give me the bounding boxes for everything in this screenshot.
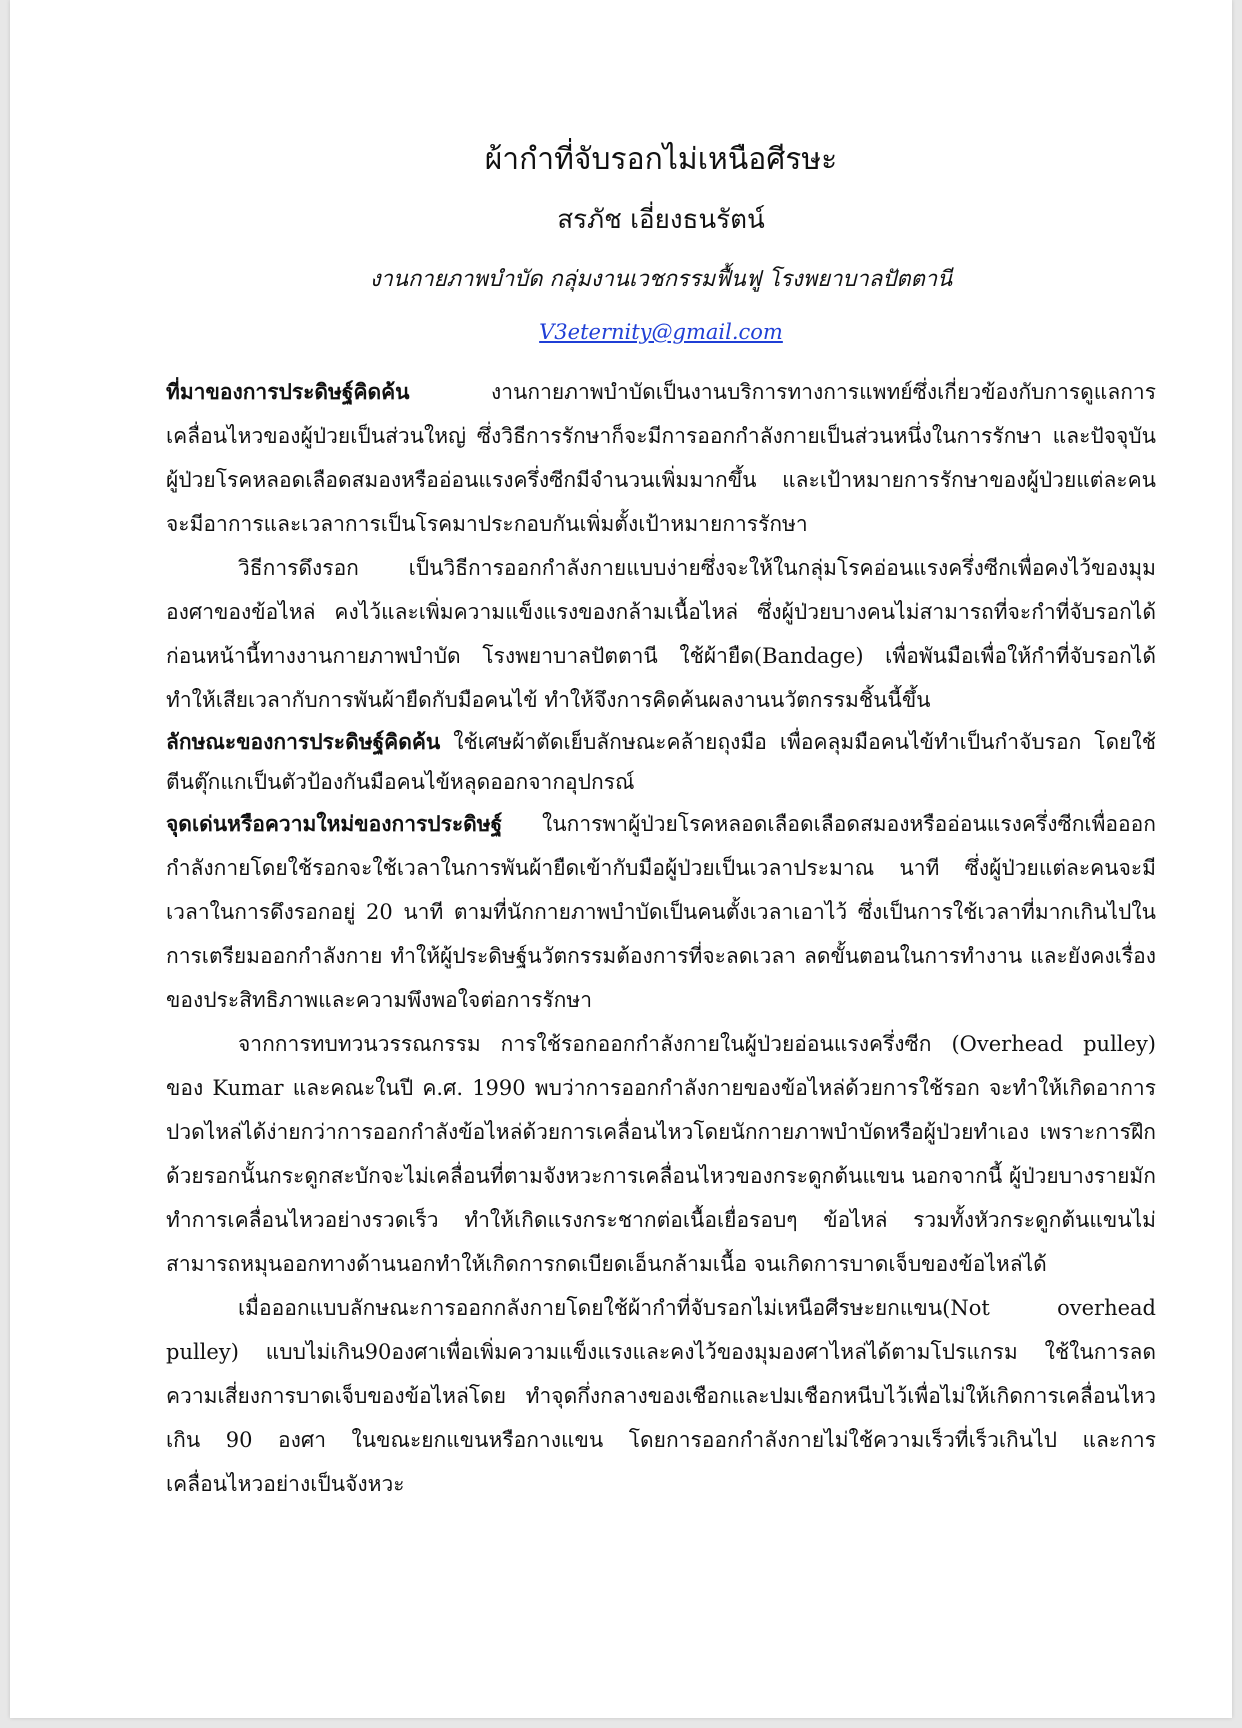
author-name: สรภัช เอี่ยงธนรัตน์ [557, 205, 765, 235]
characteristics-heading: ลักษณะของการประดิษฐ์คิดค้น [166, 729, 441, 754]
highlights-text: ในการพาผู้ป่วยโรคหลอดเลือดเลือดสมองหรืออ่อนแรงครึ่งซีกเพื่อออกกำลังกายโดยใช้รอกจะใช้เวลาในการพันผ้ายืดเข้ากับมือผู้ป่วยเป็นเวลาประมาณ นาที ซึ่งผู้ป่วยแต่ละคนจะมีเวลาในการดึงรอกอยู่ 20 นาที ตามที่นักกายภาพบำบัดเป็นคนตั้งเวลาเอาไว้ ซึ่งเป็นการใช้เวลาที่มากเกินไปในการเตรียมออกกำลังกาย ทำให้ผู้ประดิษฐ์นวัตกรรมต้องการที่จะลดเวลา ลดขั้นตอนในการทำงาน และยังคงเรื่องของประสิทธิภาพและความพึงพอใจต่อการรักษา [166, 812, 1156, 1012]
origin-text: งานกายภาพบำบัดเป็นงานบริการทางการแพทย์ซึ่งเกี่ยวข้องกับการดูแลการเคลื่อนไหวของผู้ป่วยเป็นส่วนใหญ่ ซึ่งวิธีการรักษาก็จะมีการออกกำลังกายเป็นส่วนหนึ่งในการรักษา และปัจจุบันผู้ป่วยโรคหลอดเลือดสมองหรืออ่อนแรงครึ่งซีกมีจำนวนเพิ่มมากขึ้น และเป้าหมายการรักษาของผู้ป่วยแต่ละคนจะมีอาการและเวลาการเป็นโรคมาประกอบกันเพิ่มตั้งเป้าหมายการรักษา [166, 380, 1156, 536]
document-body [166, 140, 1156, 1506]
highlights-heading: จุดเด่นหรือความใหม่ของการประดิษฐ์ [166, 811, 503, 836]
characteristics-paragraph [166, 722, 1156, 802]
document-title: ผ้ากำที่จับรอกไม่เหนือศีรษะ [484, 142, 838, 177]
email-link[interactable]: V3eternity@gmail.com [539, 320, 783, 344]
origin-paragraph [166, 370, 1156, 546]
literature-paragraph [166, 1022, 1156, 1286]
pulley-method-paragraph [166, 546, 1156, 722]
author-affiliation: งานกายภาพบำบัด กลุ่มงานเวชกรรมฟื้นฟู โรงพยาบาลปัตตานี [369, 267, 953, 292]
literature-text: จากการทบทวนวรรณกรรม การใช้รอกออกกำลังกายในผู้ป่วยอ่อนแรงครึ่งซีก (Overhead pulley) ของ Kumar และคณะในปี ค.ศ. 1990 พบว่าการออกกำลังกายของข้อไหล่ด้วยการใช้รอก จะทำให้เกิดอาการปวดไหล่ได้ง่ายกว่าการออกกำลังข้อไหล่ด้วยการเคลื่อนไหวโดยนักกายภาพบำบัดหรือผู้ป่วยทำเอง เพราะการฝึกด้วยรอกนั้นกระดูกสะบักจะไม่เคลื่อนที่ตามจังหวะการเคลื่อนไหวของกระดูกต้นแขน นอกจากนี้ ผู้ป่วยบางรายมักทำการเคลื่อนไหวอย่างรวดเร็ว ทำให้เกิดแรงกระชากต่อเนื้อเยื่อรอบๆ ข้อไหล่ รวมทั้งหัวกระดูกต้นแขนไม่สามารถหมุนออกทางด้านนอกทำให้เกิดการกดเบียดเอ็นกล้ามเนื้อ จนเกิดการบาดเจ็บของข้อไหล่ได้ [166, 1032, 1156, 1276]
pulley-method-text: วิธีการดึงรอก เป็นวิธีการออกกำลังกายแบบง่ายซึ่งจะให้ในกลุ่มโรคอ่อนแรงครึ่งซีกเพื่อคงไว้ของมุมองศาของข้อไหล่ คงไว้และเพิ่มความแข็งแรงของกล้ามเนื้อไหล่ ซึ่งผู้ป่วยบางคนไม่สามารถที่จะกำที่จับรอกได้ก่อนหน้านี้ทางงานกายภาพบำบัด โรงพยาบาลปัตตานี ใช้ผ้ายืด(Bandage) เพื่อพันมือเพื่อให้กำที่จับรอกได้ ทำให้เสียเวลากับการพันผ้ายืดกับมือคนไข้ ทำให้จึงการคิดค้นผลงานนวัตกรรมชิ้นนี้ขึ้น [166, 556, 1156, 712]
origin-heading: ที่มาของการประดิษฐ์คิดค้น [166, 379, 410, 404]
highlights-paragraph [166, 802, 1156, 1022]
document-page [10, 0, 1232, 1718]
author-email [166, 312, 1156, 370]
design-text: เมื่อออกแบบลักษณะการออกกลังกายโดยใช้ผ้ากำที่จับรอกไม่เหนือศีรษะยกแขน(Not overhead pulley) แบบไม่เกิน90องศาเพื่อเพิ่มความแข็งแรงและคงไว้ของมุมองศาไหล่ได้ตามโปรแกรม ใช้ในการลดความเสี่ยงการบาดเจ็บของข้อไหล่โดย ทำจุดกึ่งกลางของเชือกและปมเชือกหนีบไว้เพื่อไม่ให้เกิดการเคลื่อนไหวเกิน 90 องศา ในขณะยกแขนหรือกางแขน โดยการออกกำลังกายไม่ใช้ความเร็วที่เร็วเกินไป และการเคลื่อนไหวอย่างเป็นจังหวะ [166, 1296, 1156, 1496]
design-paragraph [166, 1286, 1156, 1506]
characteristics-text: ใช้เศษผ้าตัดเย็บลักษณะคล้ายถุงมือ เพื่อคลุมมือคนไข้ทำเป็นกำจับรอก โดยใช้ตีนตุ๊กแกเป็นตัวป้องกันมือคนไข้หลุดออกจากอุปกรณ์ [166, 730, 1156, 794]
